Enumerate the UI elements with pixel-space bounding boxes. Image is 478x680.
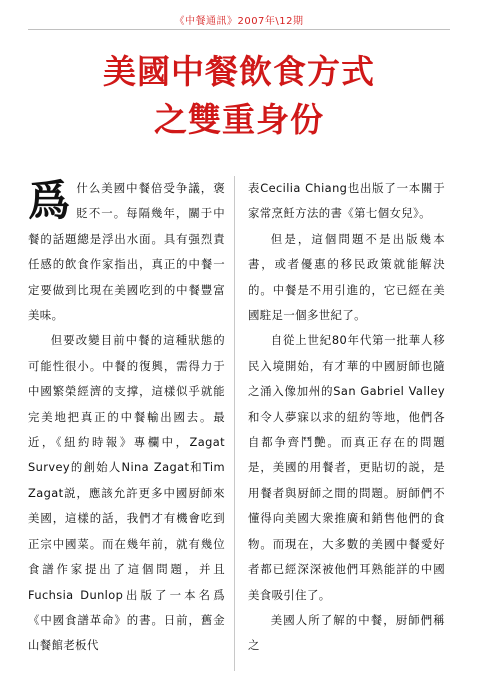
- paragraph-1-text: 什么美國中餐倍受争議，褒貶不一。每隔幾年，關于中餐的話題總是浮出水面。具有强烈責任感的飲食作家指出，真正的中餐一定要做到比現在美國吃到的中餐豐富美味。: [28, 181, 225, 323]
- article-column-left: [28, 176, 225, 659]
- paragraph-5: 美國人所了解的中餐，厨師們稱之: [248, 612, 445, 653]
- issue-header: 《中餐通訊》2007年\12期: [174, 16, 304, 27]
- drop-cap: 爲: [28, 176, 71, 225]
- column-divider: [234, 176, 235, 671]
- header-divider: [28, 29, 450, 30]
- paragraph-4: 自從上世紀80年代第一批華人移民入境開始，有才華的中國厨師也隨之涌入像加州的San Gabriel Valley和令人夢寐以求的紐約等地，他們各自都争齊鬥艷。而真正存在的問題是，美國的用餐者，更貼切的説，是用餐者與厨師之間的問題。厨師們不懂得向美國大衆推廣和銷售他們的食物。而現在，大多數的美國中餐愛好者都已經深深被他們耳熟能詳的中國美食吸引住了。: [248, 333, 445, 602]
- article-column-right: [248, 176, 445, 659]
- paragraph-2: 但要改變目前中餐的這種狀態的可能性很小。中餐的復興，需得力于中國繁榮經濟的支撑，這樣似乎就能完美地把真正的中餐輸出國去。最近，《紐約時報》專欄中，Zagat Survey的創始人Nina Zagat和Tim Zagat説，應該允許更多中國厨師來美國，這樣的話，我們才有機會吃到正宗中國菜。而在幾年前，就有幾位食譜作家提出了這個問題，并且Fuchsia Dunlop出版了一本名爲《中國食譜革命》的書。日前，舊金山餐館老板代: [28, 333, 225, 653]
- article-title-line-1: 美國中餐飲食方式: [103, 52, 375, 91]
- article-title-line-2: 之雙重身份: [154, 100, 324, 139]
- paragraph-1: [28, 176, 225, 328]
- paragraph-2-continued: 表Cecilia Chiang也出版了一本關于家常烹飪方法的書《第七個女兒》。: [248, 181, 445, 221]
- paragraph-3: 但是，這個問題不是出版幾本書，或者優惠的移民政策就能解決的。中餐是不用引進的，它已經在美國駐足一個多世紀了。: [248, 231, 445, 323]
